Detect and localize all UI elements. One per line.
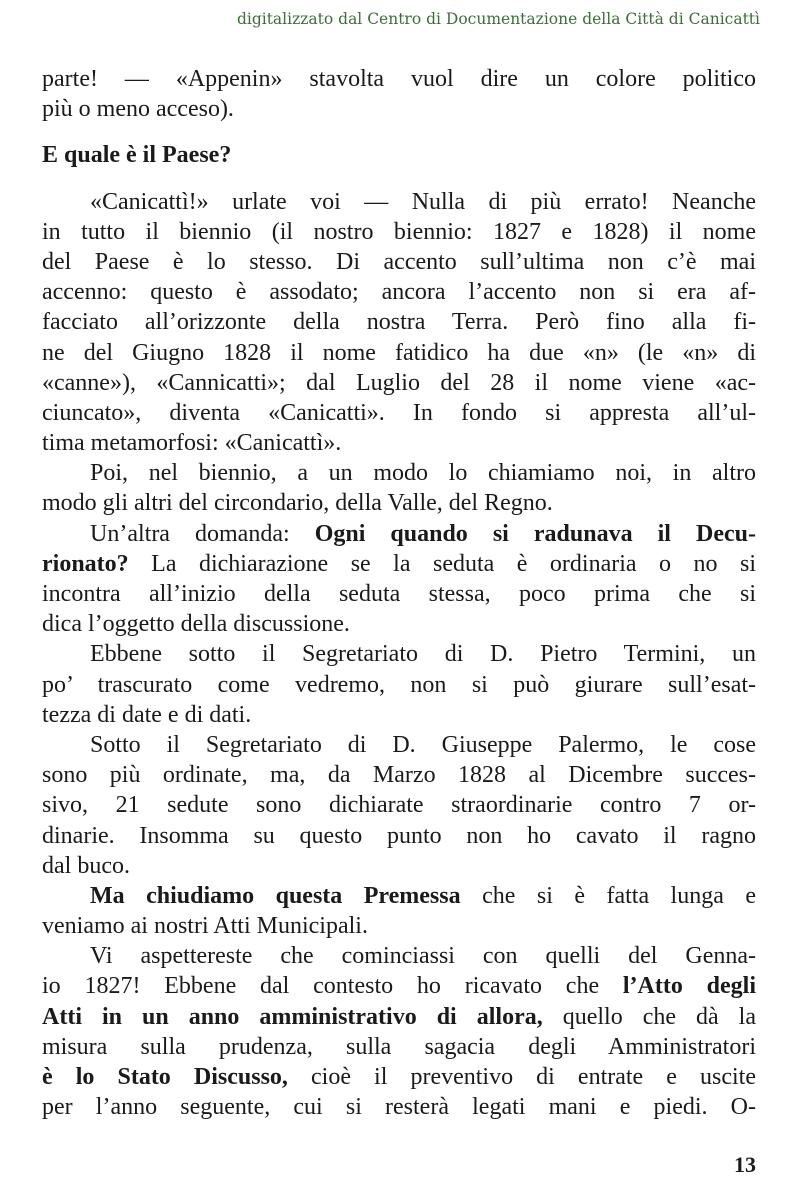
text-line: «Canicattì!» urlate voi — Nulla di più errato! Neanche	[90, 188, 756, 215]
text-segment: cioè il preventivo di entrate e uscite	[287, 1064, 757, 1090]
text-line: Ebbene sotto il Segretariato di D. Pietro Termini, un	[90, 641, 756, 668]
paragraph-gap	[42, 124, 756, 140]
text-line: tezza di date e di dati.	[42, 701, 252, 728]
text-line: del Paese è lo stesso. Di accento sull’ultima non c’è mai	[42, 248, 756, 275]
text-segment: Un’altra domanda:	[90, 520, 315, 547]
text-line: Vi aspettereste che cominciassi con quelli del Genna-	[90, 943, 756, 970]
text-segment: quello che dà la	[542, 1003, 756, 1030]
text-line: dinarie. Insomma su questo punto non ho cavato il ragno	[42, 822, 756, 849]
text-line	[42, 519, 756, 549]
text-line: facciato all’orizzonte della nostra Terra. Però fino alla fi-	[42, 309, 756, 336]
text-line	[42, 1062, 756, 1092]
text-segment: La dichiarazione se la seduta è ordinaria o no si	[128, 550, 756, 577]
text-line: sono più ordinate, ma, da Marzo 1828 al Dicembre succes-	[42, 762, 756, 789]
text-line: modo gli altri del circondario, della Valle, del Regno.	[42, 490, 553, 517]
text-line: ne del Giugno 1828 il nome fatidico ha due «n» (le «n» di	[42, 339, 756, 366]
text-line: ciuncato», diventa «Canicatti». In fondo si appresta all’ul-	[42, 399, 756, 426]
bold-phrase: l’Atto degli	[622, 973, 756, 1000]
text-line: tima metamorfosi: «Canicattì».	[42, 430, 342, 457]
bold-phrase: rionato?	[42, 550, 129, 577]
text-line	[42, 971, 756, 1001]
text-line: Sotto il Segretariato di D. Giuseppe Palermo, le cose	[90, 731, 756, 758]
text-line: sivo, 21 sedute sono dichiarate straordinarie contro 7 or-	[42, 792, 756, 819]
text-line: per l’anno seguente, cui si resterà legati mani e piedi. O-	[42, 1094, 756, 1121]
bold-phrase: Ma chiudiamo questa Premessa	[90, 882, 461, 909]
digitization-watermark: digitalizzato dal Centro di Documentazione della Città di Canicattì	[236, 10, 760, 28]
text-line: incontra all’inizio della seduta stessa, poco prima che si	[42, 581, 756, 607]
text-line: misura sulla prudenza, sulla sagacia degli Amministratori	[42, 1033, 756, 1060]
text-line: in tutto il biennio (il nostro biennio: 1827 e 1828) il nome	[42, 218, 756, 245]
text-line	[42, 1002, 756, 1032]
bold-phrase: Atti in un anno amministrativo di allora,	[42, 1003, 543, 1030]
text-line: Poi, nel biennio, a un modo lo chiamiamo noi, in altro	[90, 460, 756, 487]
bold-phrase: è lo Stato Discusso,	[42, 1064, 288, 1090]
text-line	[42, 881, 756, 911]
page-body	[42, 64, 756, 1122]
bold-phrase: Ogni quando si radunava il Decu-	[314, 520, 756, 547]
text-segment: io 1827! Ebbene dal contesto ho ricavato che	[42, 973, 623, 1000]
page-number: 13	[734, 1152, 756, 1177]
paragraph-gap	[42, 171, 756, 187]
text-segment: che si è fatta lunga e	[460, 882, 756, 909]
text-line: parte! — «Appenin» stavolta vuol dire un colore politico	[42, 66, 756, 92]
text-line: dica l’oggetto della discussione.	[42, 611, 350, 638]
text-line: più o meno acceso).	[42, 96, 234, 123]
section-heading: E quale è il Paese?	[42, 142, 232, 169]
text-line: veniamo ai nostri Atti Municipali.	[42, 913, 368, 940]
text-line	[42, 549, 756, 579]
text-line: dal buco.	[42, 852, 130, 879]
text-line: «canne»), «Cannicatti»; dal Luglio del 28 il nome viene «ac-	[42, 369, 756, 396]
text-line: po’ trascurato come vedremo, non si può giurare sull’esat-	[42, 671, 756, 698]
text-line: accenno: questo è assodato; ancora l’accento non si era af-	[42, 279, 756, 306]
